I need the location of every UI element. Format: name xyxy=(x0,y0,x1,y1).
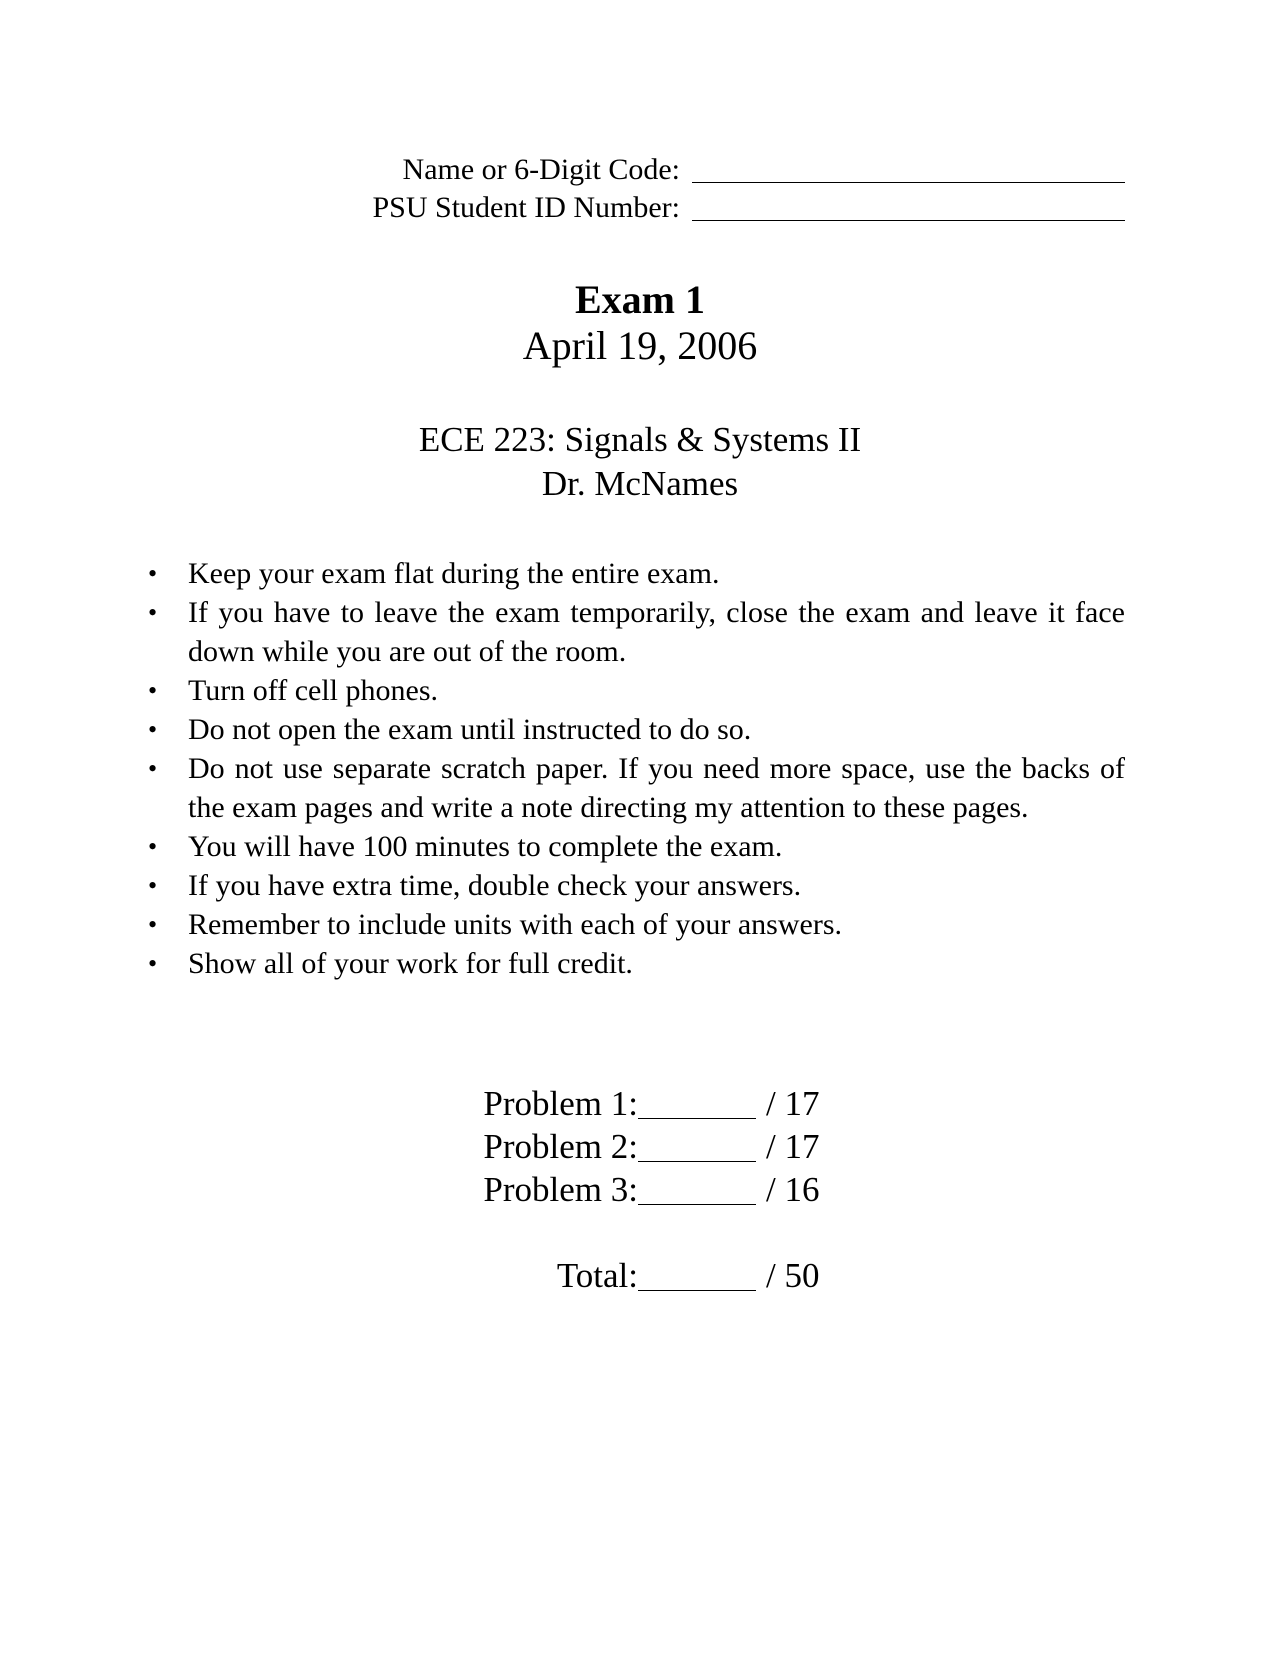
bullet-icon: • xyxy=(148,715,158,744)
student-id-blank[interactable] xyxy=(692,220,1125,221)
list-item xyxy=(144,749,1125,827)
score-max: / 17 xyxy=(766,1084,820,1123)
name-code-label: Name or 6-Digit Code: xyxy=(402,153,680,186)
instruction-text: You will have 100 minutes to complete the exam. xyxy=(188,830,783,863)
total-label: Total: xyxy=(556,1256,638,1295)
bullet-icon: • xyxy=(148,949,158,978)
bullet-icon: • xyxy=(148,676,158,705)
score-max: / 17 xyxy=(766,1127,820,1166)
student-id-field xyxy=(0,188,1280,228)
score-row-problem-2 xyxy=(0,1125,1280,1169)
list-item xyxy=(144,905,1125,944)
instruction-text: Keep your exam flat during the entire exam. xyxy=(188,557,720,590)
score-row-problem-1 xyxy=(0,1082,1280,1126)
score-max: / 16 xyxy=(766,1170,820,1209)
list-item xyxy=(144,866,1125,905)
score-label: Problem 3: xyxy=(483,1170,638,1209)
instruction-text: Turn off cell phones. xyxy=(188,674,438,707)
bullet-icon: • xyxy=(148,754,158,783)
total-max: / 50 xyxy=(766,1256,820,1295)
bullet-icon: • xyxy=(148,598,158,627)
instruction-text: Show all of your work for full credit. xyxy=(188,947,633,980)
score-row-problem-3 xyxy=(0,1168,1280,1212)
score-label: Problem 1: xyxy=(483,1084,638,1123)
list-item xyxy=(144,827,1125,866)
score-blank[interactable] xyxy=(638,1204,756,1205)
score-label: Problem 2: xyxy=(483,1127,638,1166)
list-item xyxy=(144,671,1125,710)
student-id-label: PSU Student ID Number: xyxy=(372,191,680,224)
list-item xyxy=(144,710,1125,749)
exam-title: Exam 1 xyxy=(575,277,705,322)
list-item xyxy=(144,593,1125,671)
score-blank[interactable] xyxy=(638,1118,756,1119)
instructor-name: Dr. McNames xyxy=(541,464,739,503)
score-row-total xyxy=(0,1254,1280,1298)
exam-date: April 19, 2006 xyxy=(522,323,758,368)
bullet-icon: • xyxy=(148,832,158,861)
instructions-list xyxy=(144,554,1125,983)
instruction-text: If you have to leave the exam temporarily, close the exam and leave it face down while you are out of the room. xyxy=(188,596,1125,668)
course-title: ECE 223: Signals & Systems II xyxy=(418,420,862,459)
bullet-icon: • xyxy=(148,910,158,939)
instruction-text: If you have extra time, double check your answers. xyxy=(188,869,802,902)
score-blank[interactable] xyxy=(638,1161,756,1162)
list-item xyxy=(144,944,1125,983)
instruction-text: Do not open the exam until instructed to do so. xyxy=(188,713,752,746)
bullet-icon: • xyxy=(148,871,158,900)
instruction-text: Do not use separate scratch paper. If you need more space, use the backs of the exam pages and write a note directing my attention to these pages. xyxy=(188,752,1125,824)
bullet-icon: • xyxy=(148,559,158,588)
instruction-text: Remember to include units with each of your answers. xyxy=(188,908,842,941)
name-code-field xyxy=(0,150,1280,190)
list-item xyxy=(144,554,1125,593)
total-blank[interactable] xyxy=(638,1290,756,1291)
name-code-blank[interactable] xyxy=(692,182,1125,183)
